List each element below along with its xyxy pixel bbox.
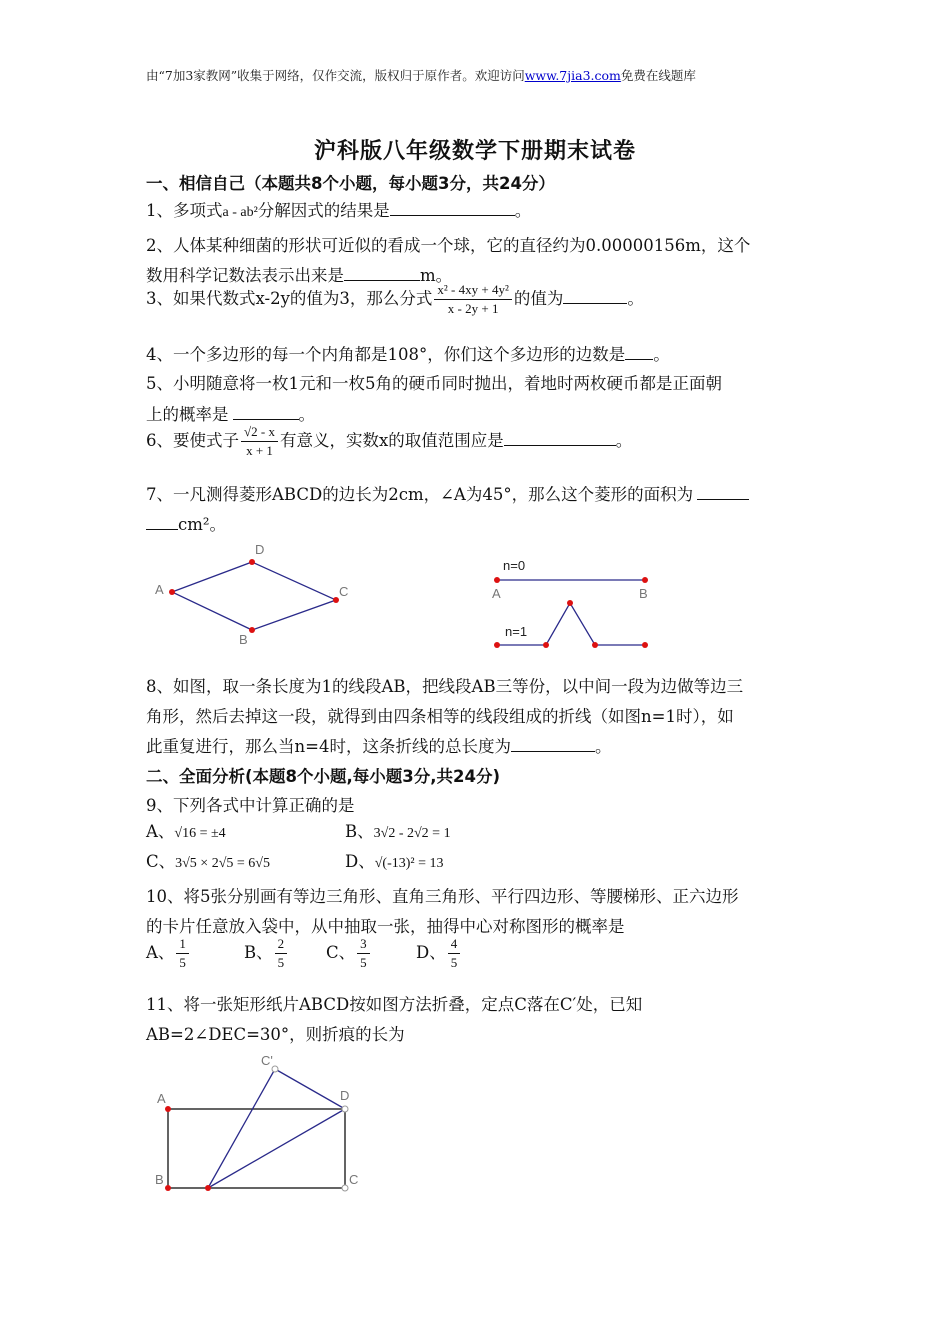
q3-end: 。: [627, 289, 644, 308]
question-11-line2: AB=2∠DEC=30°，则折痕的长为: [146, 1025, 405, 1044]
point-d: [249, 559, 255, 565]
question-2-line1: 2、人体某种细菌的形状可近似的看成一个球，它的直径约为0.00000156m，这个: [146, 236, 751, 255]
q5-end: 。: [298, 405, 315, 424]
point-b: [165, 1185, 171, 1191]
question-5-line1: 5、小明随意将一枚1元和一枚5角的硬币同时抛出，着地时两枚硬币都是正面朝: [146, 374, 722, 393]
q10-option-c-num: 3: [357, 936, 370, 954]
q3-suffix: 的值为: [513, 289, 564, 308]
rectangle-abcd: [168, 1109, 345, 1188]
q10-option-a[interactable]: [146, 936, 191, 971]
label-c-prime: C': [261, 1053, 273, 1068]
q10-option-d[interactable]: [416, 936, 462, 971]
q10-option-d-label: D、: [416, 943, 446, 962]
point-a: [494, 577, 500, 583]
question-7-line2: [146, 511, 226, 535]
q3-numerator: x² - 4xy + 4y²: [434, 282, 511, 300]
q10-option-a-den: 5: [179, 955, 186, 970]
q9-option-a-label: A、: [146, 822, 175, 841]
point-n1-5: [642, 642, 648, 648]
q10-option-c-den: 5: [360, 955, 367, 970]
q6-fraction: [241, 424, 278, 459]
q10-option-d-den: 5: [450, 955, 458, 970]
q7-answer-blank-b[interactable]: [146, 513, 178, 531]
q9-option-b[interactable]: [345, 818, 451, 842]
point-n1-1: [494, 642, 500, 648]
q10-option-b[interactable]: [244, 936, 289, 971]
q9-option-c-expr: 3√5 × 2√5 = 6√5: [175, 856, 270, 871]
q10-option-d-num: 4: [448, 936, 461, 954]
header-link[interactable]: www.7jia3.com: [524, 68, 621, 83]
q9-option-b-label: B、: [345, 822, 374, 841]
q10-option-b-den: 5: [277, 955, 285, 970]
question-4: [146, 341, 670, 365]
q6-denominator: x + 1: [246, 443, 273, 458]
q5-prefix: 上的概率是: [146, 405, 229, 424]
q10-option-b-fraction: [275, 936, 288, 971]
q7-suffix: cm²。: [178, 515, 227, 534]
label-n0: n=0: [503, 558, 526, 573]
source-header: [146, 66, 696, 84]
section-2-heading: 二、全面分析(本题8个小题,每小题3分,共24分): [146, 767, 501, 786]
q10-option-c-fraction: [357, 936, 370, 971]
question-6: [146, 424, 632, 459]
q9-option-d[interactable]: [345, 848, 444, 872]
point-n1-2: [543, 642, 549, 648]
q1-suffix: 分解因式的结果是: [257, 201, 390, 220]
label-c: C: [349, 1172, 359, 1187]
q4-text: 4、一个多边形的每一个内角都是108°，你们这个多边形的边数是: [146, 345, 626, 364]
q3-prefix: 3、如果代数式x-2y的值为3，那么分式: [146, 289, 433, 308]
q2-answer-blank[interactable]: [344, 264, 420, 282]
q6-end: 。: [615, 431, 633, 450]
label-c: C: [339, 584, 349, 599]
point-n1-3: [567, 600, 573, 606]
q3-fraction: [434, 282, 511, 317]
question-3: [146, 282, 644, 317]
q6-prefix: 6、要使式子: [146, 431, 239, 450]
q2-prefix: 数用科学记数法表示出来是: [146, 266, 344, 285]
rhombus-figure: [140, 540, 370, 650]
question-8-line1: 8、如图，取一条长度为1的线段AB，把线段AB三等份，以中间一段为边做等边三: [146, 677, 744, 696]
q7-answer-blank-a[interactable]: [697, 483, 749, 501]
question-8-line2: 角形，然后去掉这一段，就得到由四条相等的线段组成的折线（如图n=1时），如: [146, 707, 734, 726]
q1-prefix: 1、多项式: [146, 201, 223, 220]
q3-answer-blank[interactable]: [563, 287, 627, 305]
point-c-prime: [272, 1066, 278, 1072]
q10-option-b-num: 2: [275, 936, 288, 954]
segment-cprime-d: [275, 1069, 345, 1109]
label-b: B: [239, 632, 248, 647]
q1-expr: a - ab²: [222, 205, 258, 220]
label-d: D: [340, 1088, 350, 1103]
folding-figure: [145, 1048, 375, 1208]
question-8-line3: [146, 733, 611, 757]
point-d: [342, 1106, 348, 1112]
q1-answer-blank[interactable]: [390, 199, 515, 217]
q9-option-d-label: D、: [345, 852, 375, 871]
label-a: A: [155, 582, 164, 597]
rhombus-outline: [172, 562, 336, 630]
segment-e-cprime: [208, 1069, 275, 1188]
q10-option-a-num: 1: [176, 936, 189, 954]
question-1: [146, 197, 531, 221]
label-a: A: [157, 1091, 166, 1106]
header-text: 由“7加3家教网”收集于网络，仅作交流，版权归于原作者。欢迎访问: [146, 68, 525, 83]
q9-option-c-label: C、: [146, 852, 176, 871]
q8-answer-blank[interactable]: [511, 735, 595, 753]
point-n1-4: [592, 642, 598, 648]
q8-end: 。: [594, 737, 612, 756]
q2-suffix: m。: [420, 266, 453, 285]
q6-suffix: 有意义，实数x的取值范围应是: [279, 431, 504, 450]
q9-option-a[interactable]: [146, 818, 226, 842]
q10-option-a-label: A、: [146, 943, 175, 962]
label-n1: n=1: [505, 624, 528, 639]
q9-option-d-expr: √(-13)² = 13: [374, 856, 444, 871]
point-a: [165, 1106, 171, 1112]
section-1-heading: 一、相信自己（本题共8个小题，每小题3分，共24分）: [146, 174, 555, 193]
point-c: [342, 1185, 348, 1191]
label-b: B: [155, 1172, 164, 1187]
q9-option-a-expr: √16 = ±4: [174, 826, 226, 841]
question-9-stem: 9、下列各式中计算正确的是: [146, 796, 355, 815]
question-5-line2: [146, 401, 315, 425]
page-title: 沪科版八年级数学下册期末试卷: [313, 138, 636, 164]
q8-prefix: 此重复进行，那么当n=4时，这条折线的总长度为: [146, 737, 511, 756]
point-a: [169, 589, 175, 595]
fold-crease: [208, 1109, 345, 1188]
q7-text: 7、一凡测得菱形ABCD的边长为2cm，∠A为45°，那么这个菱形的面积为: [146, 485, 694, 504]
q10-option-a-fraction: [176, 936, 189, 971]
q1-end: 。: [514, 201, 532, 220]
q10-option-d-fraction: [448, 936, 461, 971]
label-d: D: [255, 542, 265, 557]
q6-answer-blank[interactable]: [504, 429, 616, 447]
q5-answer-blank[interactable]: [233, 403, 299, 421]
question-10-line1: 10、将5张分别画有等边三角形、直角三角形、平行四边形、等腰梯形、正六边形: [146, 887, 739, 906]
q10-option-c[interactable]: [326, 936, 372, 971]
question-10-line2: 的卡片任意放入袋中，从中抽取一张，抽得中心对称图形的概率是: [146, 917, 625, 936]
header-text-end: 免费在线题库: [620, 68, 696, 83]
point-b: [642, 577, 648, 583]
segment-figure: [485, 552, 665, 657]
question-11-line1: 11、将一张矩形纸片ABCD按如图方法折叠，定点C落在C′处，已知: [146, 995, 643, 1014]
q4-end: 。: [653, 345, 670, 364]
q3-denominator: x - 2y + 1: [447, 301, 499, 316]
q6-numerator: √2 - x: [241, 424, 278, 442]
q9-option-b-expr: 3√2 - 2√2 = 1: [373, 826, 451, 841]
question-7-line1: [146, 481, 749, 505]
q10-option-c-label: C、: [326, 943, 356, 962]
label-b: B: [639, 586, 648, 601]
q10-option-b-label: B、: [244, 943, 273, 962]
q9-option-c[interactable]: [146, 848, 270, 872]
point-b: [249, 627, 255, 633]
q4-answer-blank[interactable]: [625, 343, 653, 361]
label-a: A: [492, 586, 501, 601]
point-e: [205, 1185, 211, 1191]
